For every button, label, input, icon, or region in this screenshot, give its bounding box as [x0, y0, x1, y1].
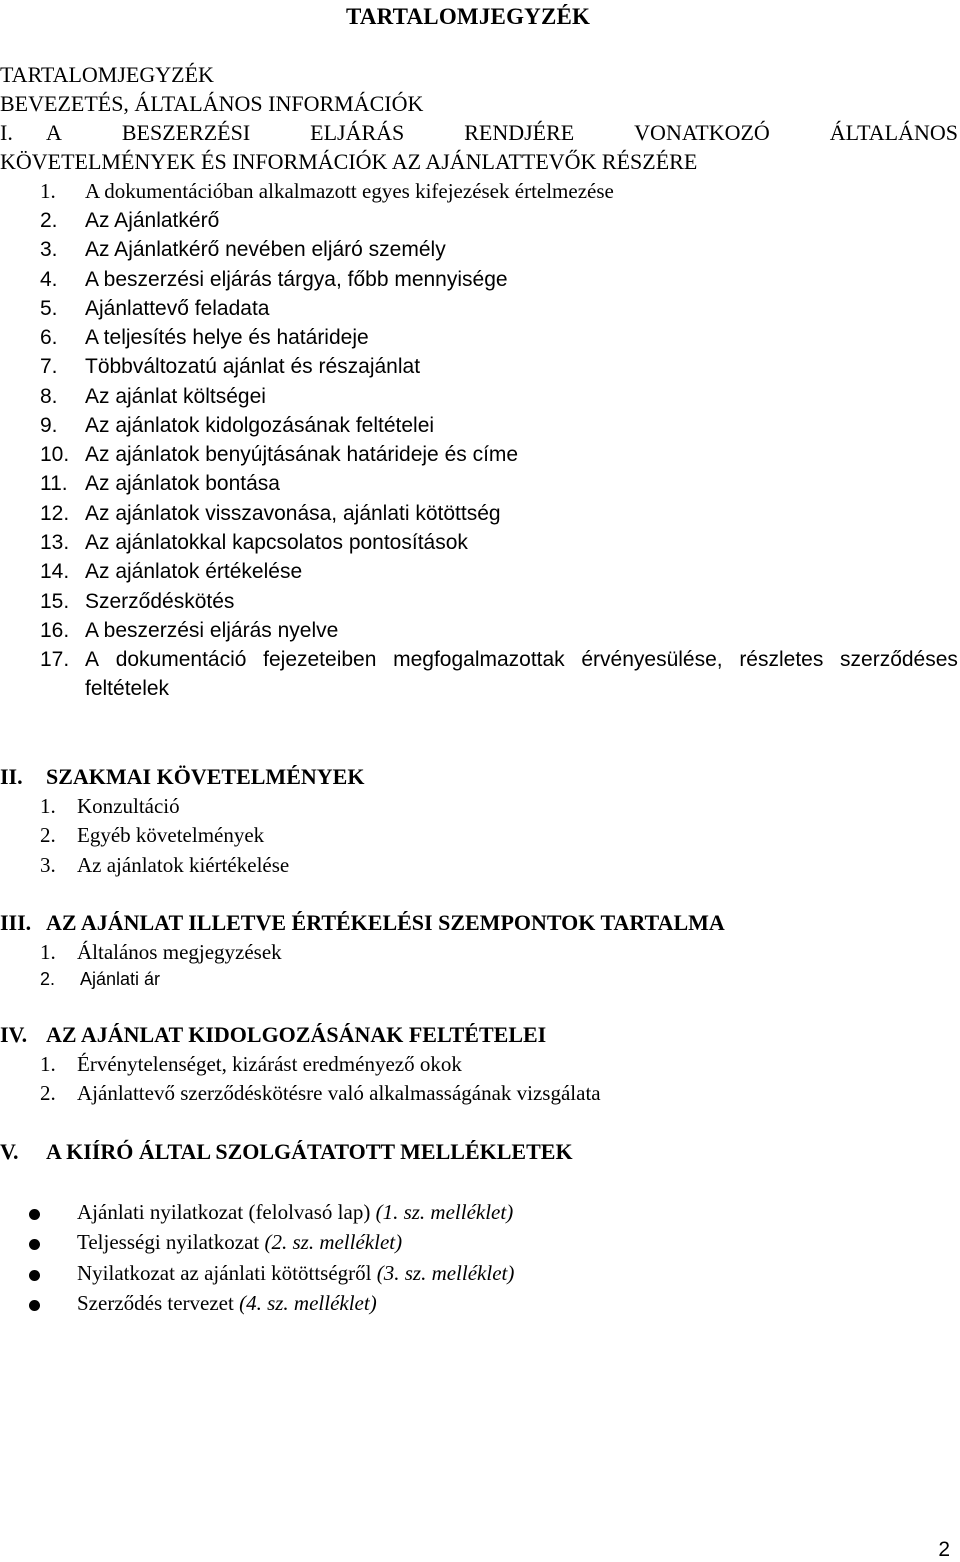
- item-number: 2.: [40, 209, 58, 232]
- section-number: V.: [0, 1139, 19, 1164]
- section-title: AZ AJÁNLAT ILLETVE ÉRTÉKELÉSI SZEMPONTOK TARTALMA: [46, 910, 725, 935]
- item-number: 17.: [40, 648, 70, 671]
- section-3-heading: [0, 910, 900, 940]
- item-number: 14.: [40, 560, 70, 583]
- toc-item: [0, 502, 900, 530]
- section-number: IV.: [0, 1022, 28, 1047]
- item-number: 7.: [40, 355, 58, 378]
- toc-item: [0, 590, 900, 618]
- item-number: 13.: [40, 531, 70, 554]
- item-text: Az ajánlatok kidolgozásának feltételei: [85, 414, 435, 437]
- heading-word: A: [46, 120, 62, 145]
- section-5-heading: [0, 1139, 900, 1169]
- toc-item: [0, 297, 900, 325]
- toc-item: [0, 472, 900, 500]
- list-item: Nyilatkozat az ajánlati kötöttségről (3. sz. melléklet): [0, 1261, 900, 1289]
- bullet-icon: [29, 1270, 40, 1281]
- item-text: A beszerzési eljárás nyelve: [85, 619, 339, 642]
- toc-item: 2. Ajánlati ár: [40, 969, 161, 989]
- item-number: 6.: [40, 326, 58, 349]
- heading-word: ELJÁRÁS: [310, 120, 405, 145]
- bullet-icon: [29, 1300, 40, 1311]
- section-title: A KIÍRÓ ÁLTAL SZOLGÁTATOTT MELLÉKLETEK: [46, 1139, 573, 1164]
- item-text: A dokumentációban alkalmazott egyes kifejezések értelmezése: [85, 179, 614, 203]
- item-text-line2: feltételek: [85, 677, 170, 700]
- list-item: Szerződés tervezet (4. sz. melléklet): [0, 1291, 900, 1319]
- item-number: 8.: [40, 385, 58, 408]
- page-number: 2: [938, 1538, 950, 1561]
- toc-item: [0, 385, 900, 413]
- item-text: Az ajánlatok benyújtásának határideje és címe: [85, 443, 519, 466]
- toc-item: [0, 443, 900, 471]
- section-title: SZAKMAI KÖVETELMÉNYEK: [46, 764, 365, 789]
- item-text-line1: A dokumentáció fejezeteiben megfogalmazottak érvényesülése, részletes szerződéses: [85, 648, 958, 671]
- item-number: 4.: [40, 268, 58, 291]
- heading-word: VONATKOZÓ: [634, 120, 770, 145]
- toc-item: [0, 209, 900, 237]
- item-number: 12.: [40, 502, 70, 525]
- toc-item-17: [0, 648, 958, 676]
- section-number: I.: [0, 120, 13, 145]
- item-number: 10.: [40, 443, 70, 466]
- section-1-heading-line2: KÖVETELMÉNYEK ÉS INFORMÁCIÓK AZ AJÁNLATTEVŐK RÉSZÉRE: [0, 149, 698, 174]
- section-number: III.: [0, 910, 32, 935]
- toc-item: [0, 179, 900, 207]
- item-number: 9.: [40, 414, 58, 437]
- toc-item: 1. Érvénytelenséget, kizárást eredményező okok: [40, 1052, 462, 1076]
- section-2-heading: [0, 764, 900, 794]
- toc-item: [0, 355, 900, 383]
- item-text: Többváltozatú ajánlat és részajánlat: [85, 355, 421, 378]
- item-number: 1.: [40, 179, 56, 203]
- bullet-icon: [29, 1209, 40, 1220]
- item-text: A teljesítés helye és határideje: [85, 326, 369, 349]
- heading-word: ÁLTALÁNOS: [829, 120, 958, 145]
- toc-item: 1. Általános megjegyzések: [40, 940, 282, 964]
- item-number: 5.: [40, 297, 58, 320]
- item-text: Szerződéskötés: [85, 590, 235, 613]
- toc-item: 1. Konzultáció: [40, 794, 180, 818]
- toc-entry-contents: TARTALOMJEGYZÉK: [0, 62, 214, 87]
- item-number: 3.: [40, 238, 58, 261]
- item-number: 16.: [40, 619, 70, 642]
- item-text: Az ajánlat költségei: [85, 385, 266, 408]
- toc-item: [0, 268, 900, 296]
- heading-word: BESZERZÉSI: [121, 120, 251, 145]
- heading-word: RENDJÉRE: [464, 120, 575, 145]
- item-text: Az Ajánlatkérő nevében eljáró személy: [85, 238, 446, 261]
- toc-item: 3. Az ajánlatok kiértékelése: [40, 853, 290, 877]
- toc-item: 2. Ajánlattevő szerződéskötésre való alkalmasságának vizsgálata: [40, 1081, 601, 1105]
- item-number: 15.: [40, 590, 70, 613]
- item-text: Ajánlattevő feladata: [85, 297, 270, 320]
- item-text: Az ajánlatok bontása: [85, 472, 280, 495]
- toc-item: [0, 326, 900, 354]
- item-text: Az ajánlatok értékelése: [85, 560, 303, 583]
- toc-item: [0, 531, 900, 559]
- toc-entry-introduction: BEVEZETÉS, ÁLTALÁNOS INFORMÁCIÓK: [0, 91, 424, 116]
- section-4-heading: [0, 1022, 900, 1052]
- section-number: II.: [0, 764, 23, 789]
- toc-item: [0, 238, 900, 266]
- section-title: AZ AJÁNLAT KIDOLGOZÁSÁNAK FELTÉTELEI: [46, 1022, 547, 1047]
- item-text: Az ajánlatokkal kapcsolatos pontosítások: [85, 531, 468, 554]
- list-item: Teljességi nyilatkozat (2. sz. melléklet): [0, 1230, 900, 1258]
- item-number: 11.: [40, 472, 68, 495]
- toc-item: [0, 560, 900, 588]
- toc-item: [0, 414, 900, 442]
- list-item: Ajánlati nyilatkozat (felolvasó lap) (1. sz. melléklet): [0, 1200, 900, 1228]
- item-text: A beszerzési eljárás tárgya, főbb mennyisége: [85, 268, 508, 291]
- page-title: TARTALOMJEGYZÉK: [346, 4, 591, 29]
- toc-item: [0, 619, 900, 647]
- section-1-heading-line1: [0, 120, 958, 150]
- toc-item: 2. Egyéb követelmények: [40, 823, 265, 847]
- item-text: Az Ajánlatkérő: [85, 209, 220, 232]
- item-text: Az ajánlatok visszavonása, ajánlati kötöttség: [85, 502, 501, 525]
- bullet-icon: [29, 1239, 40, 1250]
